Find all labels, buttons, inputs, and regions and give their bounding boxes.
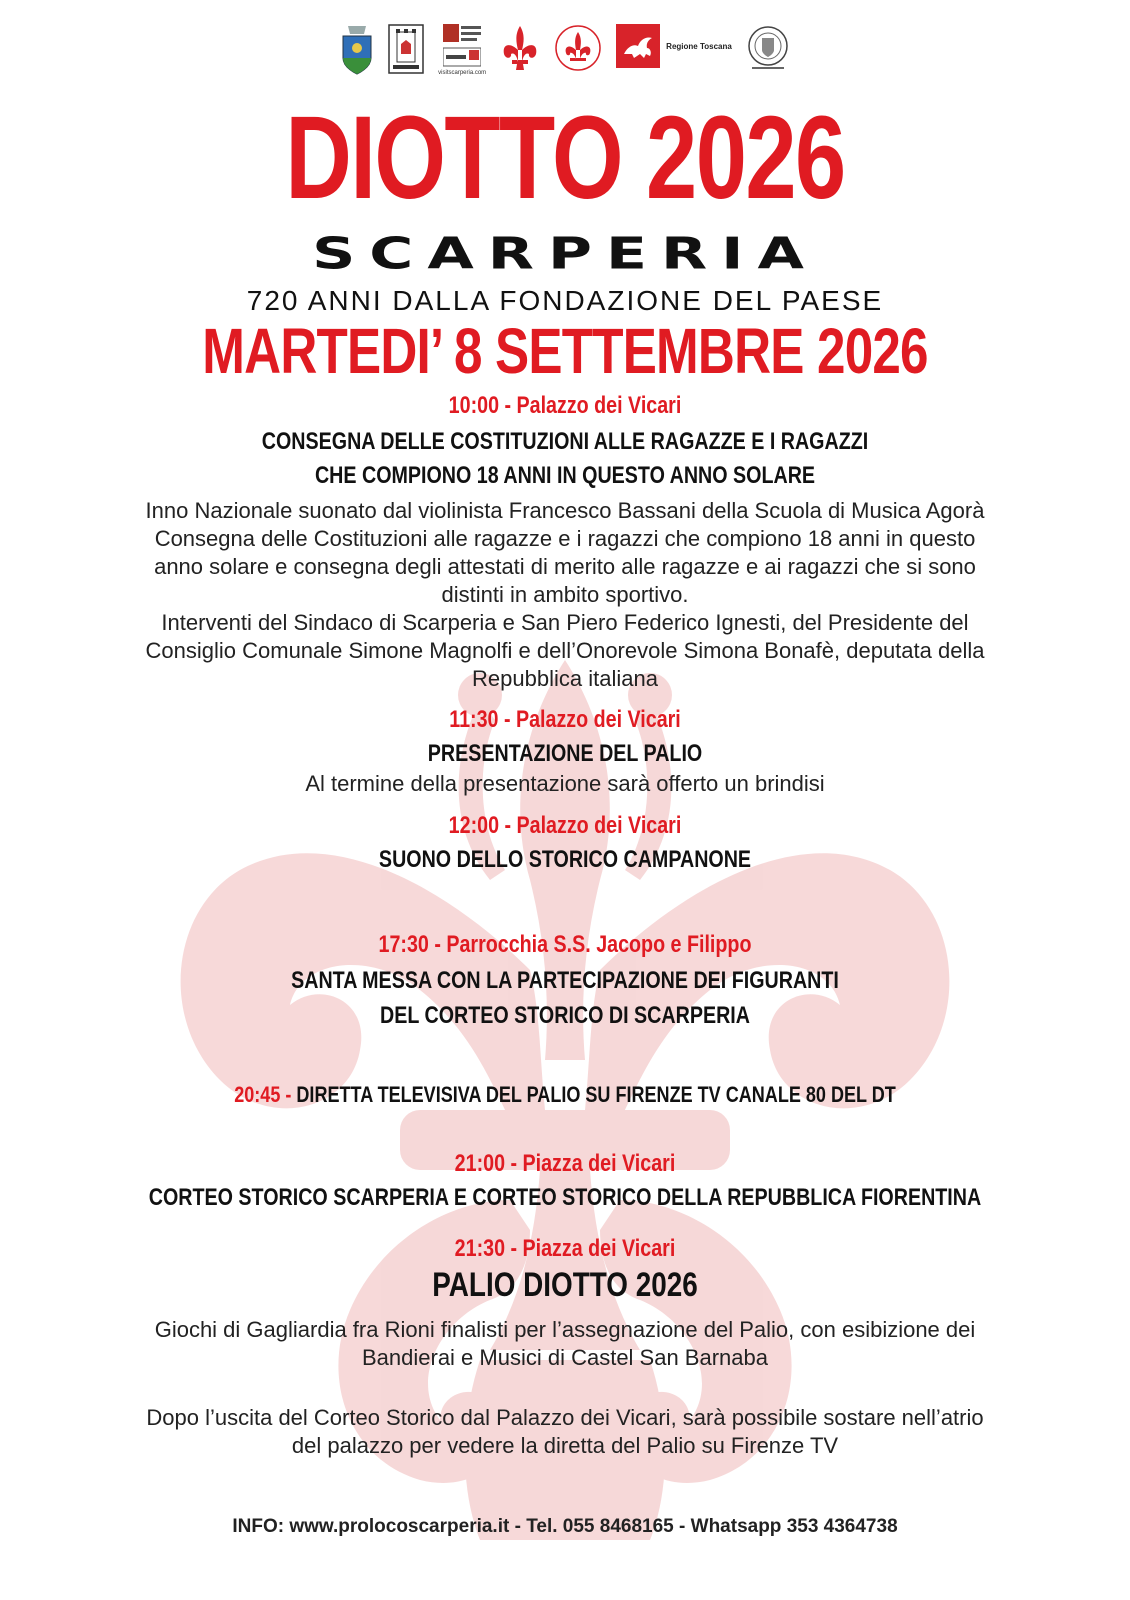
event-description-line: Interventi del Sindaco di Scarperia e San Piero Federico Ignesti, del Presidente del [161,610,969,635]
event-date: MARTEDI’ 8 SETTEMBRE 2026 [202,315,928,387]
event-description-line: distinti in ambito sportivo. [441,582,689,607]
event-description-line: Repubblica italiana [472,666,658,691]
regione-toscana-pegasus-icon [616,24,660,68]
event-heading: CHE COMPIONO 18 ANNI IN QUESTO ANNO SOLARE [314,462,816,489]
event-description-line: Bandierai e Musici di Castel San Barnaba [361,1345,768,1370]
event-time: 20:45 - [234,1082,292,1107]
event-time-location: 12:00 - Palazzo dei Vicari [448,812,682,839]
event-time-location: 17:30 - Parrocchia S.S. Jacopo e Filippo [378,931,752,958]
town-name: SCARPERIA [312,228,818,280]
borghi-piu-belli-citta-dei-motori-badge-icon [443,24,481,68]
event-heading: DEL CORTEO STORICO DI SCARPERIA [380,1002,750,1029]
event-heading: SUONO DELLO STORICO CAMPANONE [378,846,752,873]
event-title: DIOTTO 2026 [285,92,845,224]
rocca-tower-badge-icon [388,24,424,74]
heraldic-seal-logo [746,24,790,72]
event-time-location: 10:00 - Palazzo dei Vicari [448,392,682,419]
rocca-logo [388,24,424,74]
comitato-logo [554,24,602,72]
anniversary-tagline: 720 ANNI DALLA FONDAZIONE DEL PAESE [246,285,884,316]
event-heading: SANTA MESSA CON LA PARTECIPAZIONE DEI FIGURANTI [291,967,839,994]
event-description-line: anno solare e consegna degli attestati di merito alle ragazze e ai ragazzi che si sono [154,554,976,579]
event-heading: PRESENTAZIONE DEL PALIO [427,740,703,767]
contact-info: INFO: www.prolocoscarperia.it - Tel. 055 8468165 - Whatsapp 353 4364738 [232,1516,898,1537]
event-description-line: del palazzo per vedere la diretta del Palio su Firenze TV [291,1433,839,1458]
florentine-lily-emblem-icon [500,24,540,72]
event-description-line: Consegna delle Costituzioni alle ragazze e i ragazzi che compiono 18 anni in questo [154,526,976,551]
event-heading: CORTEO STORICO SCARPERIA E CORTEO STORICO DELLA REPUBBLICA FIORENTINA [148,1184,982,1211]
logo-caption: visitscarperia.com [438,70,487,76]
event-description-line: Al termine della presentazione sarà offerto un brindisi [305,771,825,796]
event-description-line: Consiglio Comunale Simone Magnolfi e dell’Onorevole Simona Bonafè, deputata della [145,638,985,663]
heraldic-seal-icon [746,24,790,72]
event-description-line: Inno Nazionale suonato dal violinista Francesco Bassani della Scuola di Musica Agorà [145,498,985,523]
event-time-location: 11:30 - Palazzo dei Vicari [449,706,681,733]
comune-crest-logo [340,24,374,76]
event-heading: CONSEGNA DELLE COSTITUZIONI ALLE RAGAZZE E I RAGAZZI [261,428,869,455]
tv-broadcast-line [102,1082,1029,1108]
firenze-lily-logo [500,24,540,72]
palio-heading: PALIO DIOTTO 2026 [432,1266,698,1304]
event-time-location: 21:30 - Piazza dei Vicari [454,1235,676,1262]
regione-toscana-label: Regione Toscana [666,41,732,51]
event-heading: DIRETTA TELEVISIVA DEL PALIO SU FIRENZE TV CANALE 80 DEL DT [296,1082,896,1107]
comitato-festeggiamenti-lily-emblem-icon [554,24,602,72]
event-description-line: Giochi di Gagliardia fra Rioni finalisti per l’assegnazione del Palio, con esibizione dei [154,1317,976,1342]
regione-toscana-logo [616,24,732,68]
comune-scarperia-crest-icon [340,24,374,76]
sponsor-logos [0,24,1130,76]
event-time-location: 21:00 - Piazza dei Vicari [454,1150,676,1177]
event-description-line: Dopo l’uscita del Corteo Storico dal Palazzo dei Vicari, sarà possibile sostare nell’atrio [146,1405,984,1430]
borghi-motori-logo [438,24,486,76]
